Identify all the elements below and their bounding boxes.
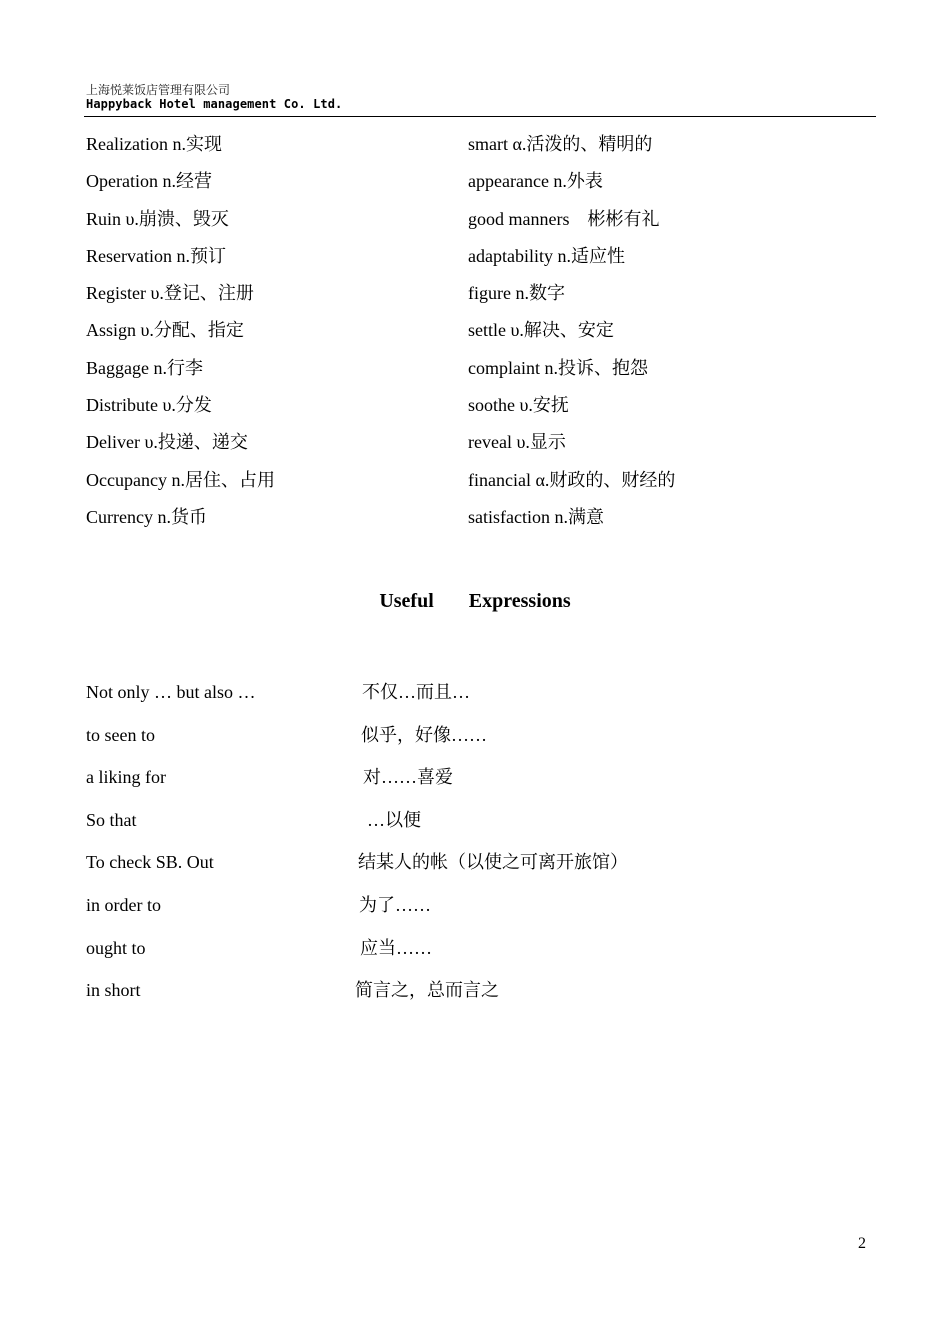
- expression-row: [86, 977, 876, 1003]
- vocab-item: Operation n.经营: [86, 171, 212, 192]
- vocab-item: settle υ.解决、安定: [468, 320, 614, 341]
- vocab-item: Register υ.登记、注册: [86, 283, 254, 304]
- expression-english: in order to: [86, 895, 161, 915]
- expression-english: To check SB. Out: [86, 852, 214, 872]
- header-divider: [84, 116, 876, 117]
- expression-english: Not only … but also …: [86, 682, 256, 702]
- expression-chinese: 不仅…而且…: [362, 682, 470, 702]
- vocab-item: good manners 彬彬有礼: [468, 208, 660, 229]
- vocab-item: Baggage n.行李: [86, 357, 203, 378]
- expression-chinese: 结某人的帐（以使之可离开旅馆）: [358, 852, 628, 872]
- vocab-item: reveal υ.显示: [468, 432, 566, 453]
- vocab-item: complaint n.投诉、抱怨: [468, 357, 648, 378]
- expression-english: So that: [86, 810, 137, 830]
- vocab-item: figure n.数字: [468, 283, 565, 304]
- page-number: 2: [858, 1235, 866, 1252]
- page-header: [86, 83, 876, 111]
- vocab-item: Realization n.实现: [86, 134, 222, 154]
- expression-row: [86, 935, 876, 961]
- expression-row: [86, 892, 876, 918]
- expression-row: [86, 722, 876, 748]
- expression-chinese: 为了……: [359, 895, 431, 915]
- section-title: Useful Expressions: [379, 590, 571, 612]
- expression-english: ought to: [86, 938, 146, 958]
- vocabulary-column-left: [86, 131, 275, 541]
- expression-english: a liking for: [86, 767, 166, 787]
- vocab-item: Ruin υ.崩溃、毁灭: [86, 208, 229, 229]
- expression-row: [86, 679, 876, 705]
- company-name-en: Happyback Hotel management Co. Ltd.: [86, 97, 343, 111]
- vocab-item: Currency n.货币: [86, 506, 207, 527]
- expression-row: [86, 807, 876, 833]
- expression-chinese: 简言之，总而言之: [355, 980, 499, 1000]
- expression-chinese: 应当……: [360, 938, 432, 958]
- expression-english: to seen to: [86, 725, 155, 745]
- vocab-item: Deliver υ.投递、递交: [86, 432, 248, 453]
- expression-chinese: …以便: [367, 810, 421, 830]
- expression-english: in short: [86, 980, 141, 1000]
- vocab-item: appearance n.外表: [468, 171, 603, 192]
- vocab-item: satisfaction n.满意: [468, 506, 604, 527]
- vocab-item: Reservation n.预订: [86, 245, 226, 266]
- expression-row: [86, 849, 876, 875]
- vocab-item: financial α.财政的、财经的: [468, 469, 676, 490]
- vocab-item: soothe υ.安抚: [468, 395, 569, 416]
- expression-chinese: 对……喜爱: [363, 767, 453, 787]
- vocab-item: adaptability n.适应性: [468, 245, 625, 266]
- vocabulary-column-right: [468, 131, 675, 541]
- vocab-item: Occupancy n.居住、占用: [86, 469, 275, 490]
- expression-chinese: 似乎，好像……: [361, 725, 487, 745]
- vocab-item: Assign υ.分配、指定: [86, 320, 244, 341]
- company-name-cn: 上海悦莱饭店管理有限公司: [86, 83, 231, 97]
- vocab-item: Distribute υ.分发: [86, 395, 212, 416]
- vocab-item: smart α.活泼的、精明的: [468, 134, 653, 154]
- expression-row: [86, 764, 876, 790]
